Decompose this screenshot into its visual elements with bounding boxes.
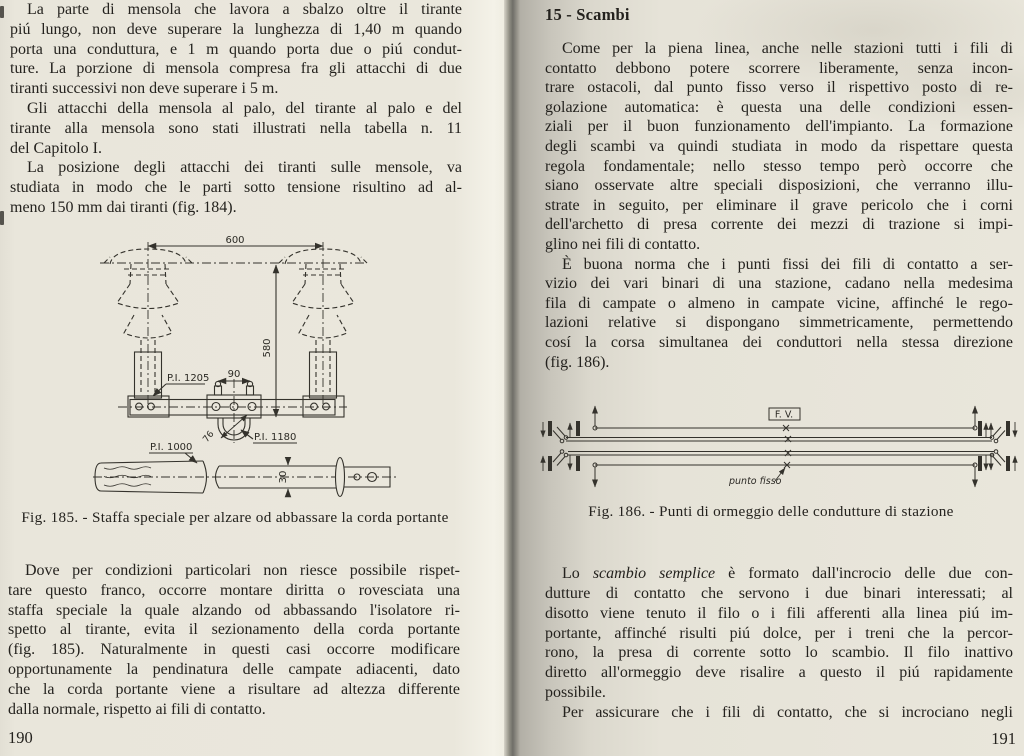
chapter-heading: 15 - Scambi	[545, 5, 630, 24]
page-left	[0, 0, 504, 756]
left-bottom-paragraph	[8, 561, 460, 719]
text-line: Per assicurare che i fili di contatto, che si incrociano negli	[562, 704, 1013, 721]
text-line: glino nei fili di contatto.	[545, 235, 701, 253]
figure-186-caption: Fig. 186. - Punti di ormeggio delle condutture di stazione	[588, 503, 954, 520]
text-line: tare questo franco, occorre montare diritta o rovesciata una	[8, 581, 460, 599]
fig186-fv-label: F. V.	[774, 409, 794, 421]
fig186-punto-fisso-label: punto fisso	[729, 476, 782, 487]
text-line: Come per la piena linea, anche nelle stazioni tutti i fili di	[562, 40, 1013, 57]
text-line: Dove per condizioni particolari non riesce possibile rispet-	[25, 562, 460, 579]
page-number-left: 190	[8, 728, 33, 747]
fig185-dim-30: 30	[278, 470, 289, 484]
text-line: (fig. 186).	[545, 353, 610, 371]
text-line: piú lungo, non deve superare la lunghezza di 1,40 m quando	[10, 20, 462, 38]
page-number-right: 191	[991, 729, 1016, 748]
page-right	[520, 0, 1024, 756]
text-line: possibile.	[545, 683, 606, 701]
book-gutter	[504, 0, 520, 756]
text-line: vizio dei vari binari di una stazione, cadano nella medesima	[545, 275, 1013, 293]
text-line: che la corda portante viene a risultare ad altezza differente	[8, 680, 460, 698]
para3-pre: Lo	[562, 565, 593, 582]
text-line: lazioni relative si dispongano simmetricamente, permettendo	[545, 314, 1013, 332]
text-line: contatto debbono potere scorrere liberamente, senza incon-	[545, 59, 1013, 77]
figure-185-drawing	[0, 236, 470, 508]
text-line: strate in seguito, per eliminare il grave pericolo che i corni	[545, 196, 1013, 214]
text-line: disotto viene tenuto il filo o i fili afferenti alla linea piú im-	[545, 604, 1013, 622]
text-line: degli scambi va quindi studiata in modo da rispettare questa	[545, 137, 1013, 155]
text-line: La parte di mensola che lavora a sbalzo oltre il tirante	[27, 1, 462, 18]
text-line: regola fondamentale; nello stesso tempo però occorre che	[545, 157, 1013, 175]
text-line: (fig. 185). Naturalmente in questi casi occorre modificare	[8, 641, 460, 659]
text-line: dalla normale, rispetto ai fili di contatto.	[8, 700, 266, 718]
text-line: Gli attacchi della mensola al palo, del tirante al palo e del	[27, 99, 462, 117]
scan-speck	[0, 6, 4, 18]
text-line: spetto al tirante, evita il sezionamento della corda portante	[8, 621, 460, 639]
text-line: golazione automatica: è questa una delle condizioni essen-	[545, 98, 1013, 116]
text-line: del Capitolo I.	[10, 139, 102, 157]
fig185-dim-76: 76	[201, 429, 217, 445]
text-line: tirante alla mensola sono stati illustrati nella tabella n. 11	[10, 119, 462, 137]
fig185-dim-580: 580	[262, 338, 273, 358]
text-line: cosí la corsa simultanea dei conduttori nella stessa direzione	[545, 333, 1013, 351]
text-line: staffa speciale la quale alzando od abbassando l'isolatore ri-	[8, 601, 460, 619]
text-line: opportunamente la pendinatura delle campate adiacenti, dato	[8, 660, 460, 678]
text-line: tiranti successivi non deve superare i 5 m.	[10, 80, 279, 98]
figure-186	[536, 394, 1022, 500]
fig185-label-pi1205: P.I. 1205	[167, 373, 210, 384]
fig185-label-pi1180: P.I. 1180	[254, 432, 297, 443]
figure-185	[0, 236, 470, 508]
para3-italic-term: scambio semplice	[592, 565, 716, 582]
fig185-dim-600: 600	[225, 236, 245, 246]
para3-post: è formato dall'incrocio delle due con-	[715, 565, 1014, 582]
figure-185-caption: Fig. 185. - Staffa speciale per alzare od abbassare la corda portante	[21, 509, 449, 526]
text-line: meno 150 mm dai tiranti (fig. 184).	[10, 198, 237, 216]
fig185-label-pi1000: P.I. 1000	[150, 442, 193, 453]
fig185-dim-90: 90	[227, 369, 241, 380]
text-line: diretto all'ormeggio deve risalire a questo il piú rapidamente	[545, 664, 1013, 682]
text-line: dell'archetto di presa corrente dei mezzi di trazione si impi-	[545, 216, 1013, 234]
text-line: È buona norma che i punti fissi dei fili di contatto a ser-	[562, 255, 1013, 273]
text-line: La posizione degli attacchi dei tiranti sulle mensole, va	[27, 159, 462, 177]
left-top-paragraphs	[10, 0, 462, 218]
text-line: fila di campate o almeno in campate vicine, affinché le rego-	[545, 294, 1013, 312]
text-line: ziali per il buon funzionamento dell'impianto. La formazione	[545, 118, 1013, 136]
text-line: dutture di contatto che servono i due binari interessati; al	[545, 585, 1013, 602]
text-line: ture. La porzione di mensola compresa fra gli attacchi di due	[10, 60, 462, 78]
right-para4-lines	[545, 703, 1013, 723]
text-line: porta una conduttura, e 1 m quando porta due o piú condut-	[10, 40, 462, 58]
text-line: studiata in modo che le parti sotto tensione risultino ad al-	[10, 179, 462, 197]
text-line: rono, la presa di corrente sotto lo scambio. Il filo inattivo	[545, 644, 1013, 662]
figure-186-drawing	[536, 394, 1022, 500]
scan-speck	[0, 211, 4, 225]
text-line: siano osservate altre speciali disposizioni, che verranno illu-	[545, 177, 1013, 195]
right-para3-lines	[545, 584, 1013, 703]
text-line: portante, affinché risulti piú dolce, per i treni che la percor-	[545, 624, 1013, 642]
para3-first-line	[545, 564, 1013, 584]
text-line: trare ostacoli, dal punto fisso verso il rispettivo posto di re-	[545, 79, 1013, 97]
right-top-paragraphs	[545, 39, 1013, 372]
